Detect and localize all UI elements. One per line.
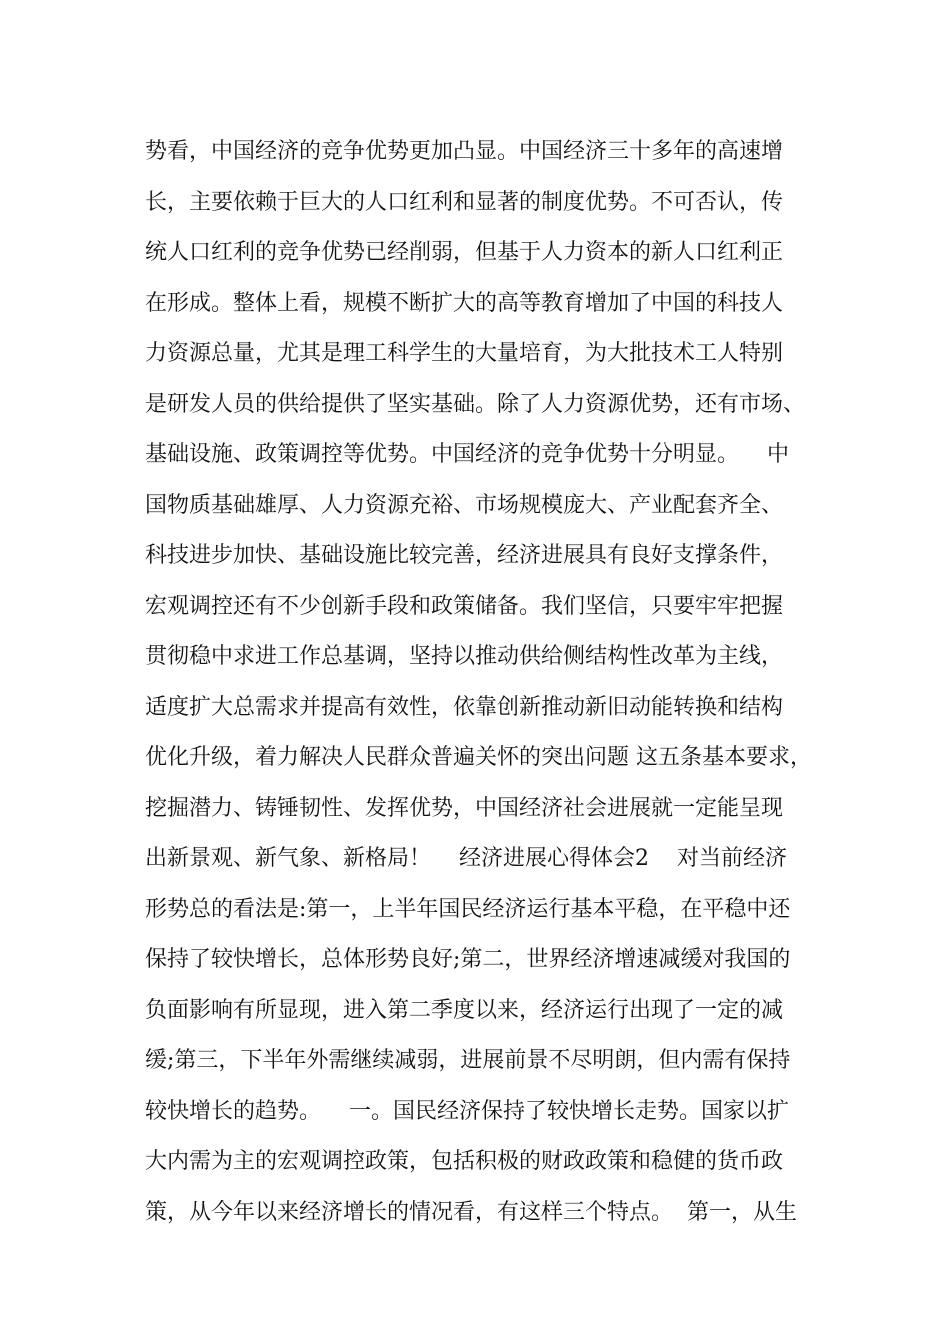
text-line-11: 贯彻稳中求进工作总基调，坚持以推动供给侧结构性改革为主线， <box>145 644 784 669</box>
text-line-12: 适度扩大总需求并提高有效性，依靠创新推动新旧动能转换和结构 <box>145 694 784 720</box>
text-line-7: 基础设施、政策调控等优势。中国经济的竞争优势十分明显。 中 <box>145 442 789 467</box>
text-line-18: 负面影响有所显现，进入第二季度以来，经济运行出现了一定的减 <box>145 997 784 1023</box>
text-line-8: 国物质基础雄厚、人力资源充裕、市场规模庞大、产业配套齐全、 <box>145 492 784 518</box>
text-line-16: 形势总的看法是:第一，上半年国民经济运行基本平稳，在平稳中还 <box>145 896 791 922</box>
text-line-22: 策，从今年以来经济增长的情况看，有这样三个特点。 第一，从生 <box>145 1199 797 1225</box>
text-line-21: 大内需为主的宏观调控政策，包括积极的财政政策和稳健的货币政 <box>145 1149 784 1174</box>
text-line-6: 是研发人员的供给提供了坚实基础。除了人力资源优势，还有市场、 <box>145 391 806 417</box>
text-line-20: 较快增长的趋势。 一。国民经济保持了较快增长走势。国家以扩 <box>145 1098 789 1124</box>
text-line-5: 力资源总量，尤其是理工科学生的大量培育，为大批技术工人特别 <box>145 341 784 366</box>
text-line-9: 科技进步加快、基础设施比较完善，经济进展具有良好支撑条件， <box>145 543 784 568</box>
text-line-19: 缓;第三，下半年外需继续减弱，进展前景不尽明朗，但内需有保持 <box>145 1048 791 1073</box>
text-line-1: 势看，中国经济的竞争优势更加凸显。中国经济三十多年的高速增 <box>145 139 784 164</box>
text-line-2: 长，主要依赖于巨大的人口红利和显著的制度优势。不可否认，传 <box>145 189 784 215</box>
text-line-14: 挖掘潜力、铸锤韧性、发挥优势，中国经济社会进展就一定能呈现 <box>145 795 784 821</box>
text-line-17: 保持了较快增长，总体形势良好;第二，世界经济增速减缓对我国的 <box>145 947 791 972</box>
text-line-15: 出新景观、新气象、新格局！ 经济进展心得体会2 对当前经济 <box>145 846 787 871</box>
text-line-3: 统人口红利的竞争优势已经削弱，但基于人力资本的新人口红利正 <box>145 240 784 265</box>
body-text <box>145 130 845 1241</box>
text-line-4: 在形成。整体上看，规模不断扩大的高等教育增加了中国的科技人 <box>145 290 784 316</box>
text-line-13: 优化升级，着力解决人民群众普遍关怀的突出问题 这五条基本要求， <box>145 745 812 770</box>
text-line-10: 宏观调控还有不少创新手段和政策储备。我们坚信，只要牢牢把握 <box>145 593 784 619</box>
